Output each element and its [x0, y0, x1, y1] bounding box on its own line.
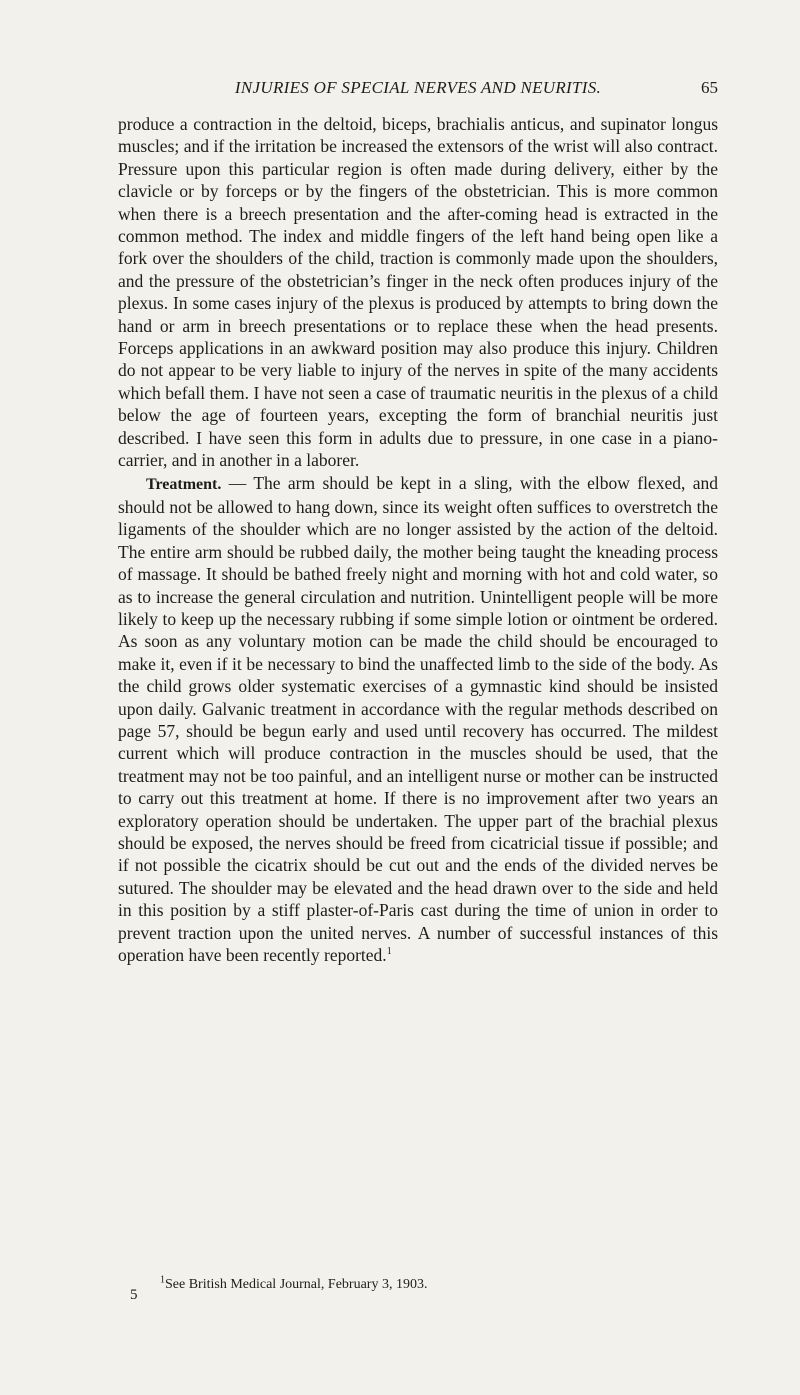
paragraph-1: produce a contraction in the deltoid, biceps, brachialis anticus, and supinator longus muscles; and if the irritation be increased the extensors of the wrist will also contract. Pressure upon this particular region is often made during delivery, either by the clavicle or by forceps or by the fingers of the obstetrician. This is more common when there is a breech presentation and the after-coming head is extracted in the common method. The index and middle fingers of the left hand being open like a fork over the shoulders of the child, traction is commonly made upon the shoulders, and the pressure of the obstetrician’s finger in the neck often produces injury of the plexus. In some cases injury of the plexus is produced by attempts to bring down the hand or arm in breech presentations or to replace these when the head presents. Forceps applications in an awkward position may also produce this injury. Children do not appear to be very liable to injury of the nerves in spite of the many accidents which befall them. I have not seen a case of traumatic neuritis in the plexus of a child below the age of fourteen years, excepting the form of branchial neuritis just described. I have seen this form in adults due to pressure, in one case in a piano-carrier, and in another in a laborer.	[118, 114, 718, 471]
paragraph-2-text: — The arm should be kept in a sling, with the elbow flexed, and should not be allowed to hang down, since its weight often suffices to overstretch the ligaments of the shoulder which are no longer assisted by the action of the deltoid. The entire arm should be rubbed daily, the mother being taught the kneading process of massage. It should be bathed freely night and morning with hot and cold water, so as to increase the general circulation and nutrition. Unintelligent people will be more likely to keep up the necessary rubbing if some simple lotion or ointment be ordered. As soon as any voluntary motion can be made the child should be encouraged to make it, even if it be necessary to bind the unaffected limb to the side of the body. As the child grows older systematic exercises of a gymnastic kind should be insisted upon daily. Galvanic treatment in accordance with the regular methods described on page 57, should be begun early and used until recovery has occurred. The mildest current which will produce contraction in the muscles should be used, that the treatment may not be too painful, and an intelligent nurse or mother can be instructed to carry out this treatment at home. If there is no improvement after two years an exploratory operation should be undertaken. The upper part of the brachial plexus should be exposed, the nerves should be freed from cicatricial tissue if possible; and if not possible the cicatrix should be cut out and the ends of the divided nerves be sutured. The shoulder may be elevated and the head drawn over to the side and held in this position by a stiff plaster-of-Paris cast during the time of union in order to prevent traction upon the united nerves. A number of successful instances of this operation have been recently reported.	[118, 472, 718, 966]
footnote-marker: 1	[160, 1274, 165, 1286]
page-header	[118, 78, 718, 102]
footnote-reference[interactable]: 1	[386, 946, 392, 958]
body-text	[118, 113, 718, 966]
treatment-heading: Treatment.	[146, 475, 222, 493]
printer-signature: 5	[130, 1287, 138, 1303]
paragraph-2	[118, 472, 718, 967]
footnote-text: See British Medical Journal, February 3, 1903.	[165, 1277, 428, 1292]
running-title: INJURIES OF SPECIAL NERVES AND NEURITIS.	[234, 78, 602, 97]
footnote	[118, 1276, 718, 1294]
page-number: 65	[701, 78, 718, 97]
